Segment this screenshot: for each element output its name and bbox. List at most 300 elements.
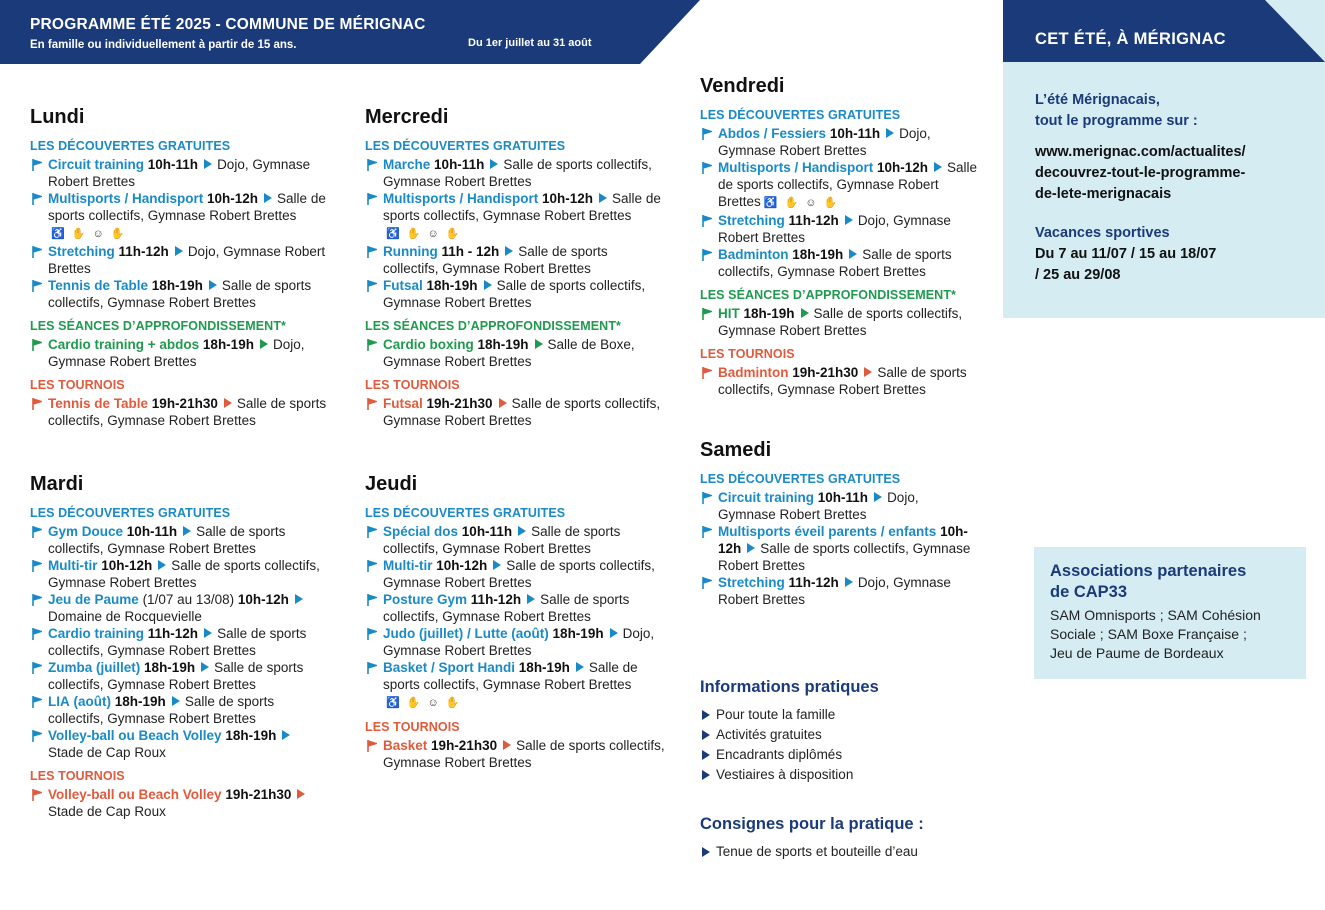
- arrow-icon: [576, 662, 584, 672]
- flag-icon: [32, 662, 42, 674]
- accessibility-icon: ♿ ✋ ☺ ✋: [386, 697, 462, 709]
- arrow-icon: [845, 215, 853, 225]
- activity-name: Badminton: [718, 247, 789, 262]
- activity-name: Cardio training + abdos: [48, 337, 200, 352]
- info-item-text: Vestiaires à disposition: [716, 767, 854, 782]
- activity-item: [30, 625, 330, 659]
- section-title-free: LES DÉCOUVERTES GRATUITES: [30, 139, 231, 153]
- associations-box: [1034, 547, 1306, 679]
- activity-place: Dojo, Gymnase Robert Brettes: [48, 244, 326, 276]
- activity-item: [700, 159, 980, 212]
- flag-icon: [367, 628, 377, 640]
- activity-time: 11h-12h: [147, 626, 199, 641]
- flag-icon: [32, 246, 42, 258]
- flag-icon: [702, 162, 712, 174]
- activity-item: [30, 336, 330, 370]
- activity-place: Salle de sports collectifs, Gymnase Robert Brettes: [718, 160, 978, 209]
- arrow-icon: [224, 398, 232, 408]
- right-panel-body: [1035, 90, 1295, 286]
- section-spacer: [700, 608, 980, 616]
- activity-time: 19h-21h30: [792, 365, 859, 380]
- info-item-text: Pour toute la famille: [716, 707, 836, 722]
- banner-dates: Du 1er juillet au 31 août: [468, 37, 592, 49]
- activity-time: 18h-19h: [144, 660, 196, 675]
- activity-place: Salle de sports collectifs, Gymnase Robert Brettes: [383, 660, 638, 692]
- activity-time: 10h-12h: [718, 524, 968, 556]
- activity-place: Salle de sports collectifs, Gymnase Robert Brettes: [383, 524, 621, 556]
- arrow-icon: [201, 662, 209, 672]
- activity-name: Badminton: [718, 365, 789, 380]
- arrow-icon: [490, 159, 498, 169]
- section-spacer: [365, 429, 665, 437]
- activity-item: [30, 591, 330, 625]
- activity-place: Salle de sports collectifs, Gymnase Robert Brettes: [48, 660, 304, 692]
- arrow-icon: [499, 398, 507, 408]
- day-title-vendredi: Vendredi: [700, 75, 785, 97]
- activity-time: 10h-11h: [147, 157, 199, 172]
- activity-time: 18h-19h: [202, 337, 254, 352]
- activity-month: (juillet): [96, 660, 141, 675]
- activity-name: Zumba: [48, 660, 93, 675]
- arrow-icon: [886, 128, 894, 138]
- section-spacer: [30, 820, 330, 828]
- activity-item: [365, 625, 665, 659]
- arrow-icon: [801, 308, 809, 318]
- arrow-icon: [493, 560, 501, 570]
- flag-icon: [32, 398, 42, 410]
- arrow-icon: [599, 193, 607, 203]
- activity-time: 18h-19h: [792, 247, 844, 262]
- activity-place: Dojo, Gymnase Robert Brettes: [383, 626, 655, 658]
- arrow-icon: [518, 526, 526, 536]
- flag-icon: [32, 193, 42, 205]
- arrow-icon: [264, 193, 272, 203]
- activity-place: Dojo, Gymnase Robert Brettes: [718, 126, 931, 158]
- section-spacer: [700, 398, 980, 406]
- activity-item: [700, 212, 980, 246]
- activity-time: 18h-19h: [552, 626, 604, 641]
- activity-name: Volley-ball ou Beach Volley: [48, 728, 222, 743]
- activity-item: [365, 523, 665, 557]
- activity-month: (août): [73, 694, 112, 709]
- flag-icon: [702, 367, 712, 379]
- section-title-tour: LES TOURNOIS: [30, 769, 125, 783]
- arrow-icon: [175, 246, 183, 256]
- info-block: [700, 678, 1000, 787]
- info-item: [700, 727, 1000, 742]
- activity-item: [365, 395, 665, 429]
- activity-time: 19h-21h30: [431, 738, 498, 753]
- activity-note: (1/07 au 13/08): [142, 592, 235, 607]
- activity-name-2: / Lutte: [463, 626, 508, 641]
- flag-icon: [702, 308, 712, 320]
- flag-icon: [32, 526, 42, 538]
- day-title-mercredi: Mercredi: [365, 106, 449, 128]
- activity-name: Multisports / Handisport: [48, 191, 204, 206]
- activity-place: Salle de sports collectifs, Gymnase Robert Brettes: [383, 592, 630, 624]
- flag-icon: [367, 339, 377, 351]
- associations-text: [1050, 606, 1290, 663]
- activity-place: Salle de sports collectifs, Gymnase Robert Brettes: [383, 244, 608, 276]
- activity-name: Circuit training: [718, 490, 815, 505]
- panel-url-line-2[interactable]: decouvrez-tout-le-programme-: [1035, 165, 1246, 181]
- activity-place: Salle de sports collectifs, Gymnase Robert Brettes: [718, 247, 952, 279]
- arrow-icon: [183, 526, 191, 536]
- section-spacer: [30, 429, 330, 437]
- activity-name: Futsal: [383, 278, 423, 293]
- day-column-jeudi: [365, 473, 665, 779]
- flag-icon: [32, 628, 42, 640]
- section-spacer: [30, 370, 330, 378]
- activity-name: Multisports / Handisport: [718, 160, 874, 175]
- activity-name: Running: [383, 244, 438, 259]
- activity-name: Basket: [383, 738, 428, 753]
- activity-item: [700, 246, 980, 280]
- info-title: Informations pratiques: [700, 678, 879, 696]
- arrow-icon: [204, 628, 212, 638]
- associations-text-2: Sociale ; SAM Boxe Française ;: [1050, 626, 1247, 642]
- activity-item: [365, 156, 665, 190]
- associations-title-2: de CAP33: [1050, 583, 1128, 601]
- arrow-icon: [297, 789, 305, 799]
- activity-place: Salle de sports collectifs, Gymnase Robert Brettes: [48, 558, 320, 590]
- flag-icon: [367, 560, 377, 572]
- activity-time: 11h-12h: [118, 244, 169, 259]
- activity-place: Salle de sports collectifs, Gymnase Robert Brettes: [48, 396, 327, 428]
- arrow-icon: [505, 246, 513, 256]
- activity-item: [700, 574, 980, 608]
- arrow-icon: [260, 339, 268, 349]
- flag-icon: [367, 280, 377, 292]
- activity-item: [30, 557, 330, 591]
- section-spacer: [30, 311, 330, 319]
- activity-place: Dojo, Gymnase Robert Brettes: [718, 213, 951, 245]
- flag-icon: [702, 577, 712, 589]
- activity-place: Stade de Cap Roux: [48, 745, 166, 760]
- day-title-mardi: Mardi: [30, 473, 84, 495]
- consignes-item-text: Tenue de sports et bouteille d’eau: [716, 844, 918, 859]
- activity-item: [30, 693, 330, 727]
- activity-item: [30, 277, 330, 311]
- activity-time: 10h-11h: [461, 524, 513, 539]
- section-title-tour: LES TOURNOIS: [700, 347, 795, 361]
- activity-time: 10h-12h: [207, 191, 259, 206]
- triangle-icon: [702, 710, 710, 720]
- activity-name: Marche: [383, 157, 431, 172]
- arrow-icon: [158, 560, 166, 570]
- triangle-icon: [702, 750, 710, 760]
- activity-item: [30, 786, 330, 820]
- arrow-icon: [527, 594, 535, 604]
- section-spacer: [30, 761, 330, 769]
- vacances-dates-2: / 25 au 29/08: [1035, 267, 1121, 283]
- consignes-title: Consignes pour la pratique :: [700, 815, 924, 833]
- activity-time: 10h-11h: [829, 126, 881, 141]
- activity-item: [365, 243, 665, 277]
- activity-month: (juillet): [419, 626, 464, 641]
- activity-name: Circuit training: [48, 157, 145, 172]
- flag-icon: [32, 594, 42, 606]
- associations-text-1: SAM Omnisports ; SAM Cohésion: [1050, 607, 1261, 623]
- flag-icon: [367, 740, 377, 752]
- info-item-text: Activités gratuites: [716, 727, 822, 742]
- header-banner: [0, 0, 700, 64]
- arrow-icon: [845, 577, 853, 587]
- accessibility-icon: ♿ ✋ ☺ ✋: [763, 197, 840, 209]
- flag-icon: [32, 339, 42, 351]
- activity-item: [365, 336, 665, 370]
- activity-item: [30, 727, 330, 761]
- arrow-icon: [934, 162, 942, 172]
- activity-place: Domaine de Rocquevielle: [48, 609, 202, 624]
- activity-item: [30, 156, 330, 190]
- activity-place: Salle de sports collectifs, Gymnase Robert Brettes: [383, 278, 646, 310]
- vacances-dates-1: Du 7 au 11/07 / 15 au 18/07: [1035, 246, 1217, 262]
- activity-time: 10h-12h: [877, 160, 929, 175]
- flag-icon: [702, 128, 712, 140]
- section-title-deep: LES SÉANCES D’APPROFONDISSEMENT*: [700, 288, 957, 302]
- activity-place: Salle de sports collectifs, Gymnase Robert Brettes: [718, 306, 963, 338]
- activity-item: [365, 737, 665, 771]
- activity-name: Tennis de Table: [48, 396, 149, 411]
- triangle-icon: [702, 770, 710, 780]
- activity-name: Cardio boxing: [383, 337, 474, 352]
- activity-name: Tennis de Table: [48, 278, 149, 293]
- section-title-free: LES DÉCOUVERTES GRATUITES: [365, 506, 566, 520]
- section-title-free: LES DÉCOUVERTES GRATUITES: [700, 108, 901, 122]
- arrow-icon: [295, 594, 303, 604]
- flag-icon: [367, 526, 377, 538]
- arrow-icon: [864, 367, 872, 377]
- activity-item: [30, 190, 330, 243]
- activity-name: Spécial dos: [383, 524, 459, 539]
- arrow-icon: [282, 730, 290, 740]
- section-spacer: [365, 311, 665, 319]
- flag-icon: [702, 526, 712, 538]
- activity-time: 10h-11h: [434, 157, 485, 172]
- activity-name: Stretching: [718, 213, 785, 228]
- banner-subtitle: En famille ou individuellement à partir de 15 ans.: [30, 39, 297, 51]
- activity-time: 10h-11h: [126, 524, 178, 539]
- section-spacer: [700, 339, 980, 347]
- activity-time: 10h-12h: [237, 592, 289, 607]
- activity-name: Futsal: [383, 396, 423, 411]
- activity-item: [700, 364, 980, 398]
- flag-icon: [32, 560, 42, 572]
- activity-place: Salle de sports collectifs, Gymnase Robert Brettes: [48, 191, 326, 223]
- section-spacer: [365, 712, 665, 720]
- activity-time: 11h-12h: [788, 575, 839, 590]
- activity-time: 18h-19h: [114, 694, 166, 709]
- activity-name: Multisports / Handisport: [383, 191, 539, 206]
- activity-place: Dojo, Gymnase Robert Brettes: [48, 157, 311, 189]
- activity-name: Abdos / Fessiers: [718, 126, 827, 141]
- activity-month-2: (août): [511, 626, 549, 641]
- activity-item: [365, 591, 665, 625]
- accessibility-icon: ♿ ✋ ☺ ✋: [386, 228, 462, 240]
- arrow-icon: [849, 249, 857, 259]
- flag-icon: [702, 249, 712, 261]
- triangle-icon: [702, 847, 710, 857]
- activity-time: 10h-12h: [542, 191, 594, 206]
- activity-time: 18h-19h: [743, 306, 795, 321]
- flag-icon: [367, 193, 377, 205]
- panel-url-line-1[interactable]: www.merignac.com/actualites/: [1035, 144, 1246, 160]
- activity-time: 11h-12h: [470, 592, 522, 607]
- panel-intro-2: tout le programme sur :: [1035, 113, 1198, 129]
- flag-icon: [367, 159, 377, 171]
- flag-icon: [32, 789, 42, 801]
- activity-place: Salle de sports collectifs, Gymnase Robert Brettes: [383, 738, 665, 770]
- associations-title-1: Associations partenaires: [1050, 562, 1247, 580]
- flag-icon: [702, 215, 712, 227]
- day-column-lundi: [30, 106, 330, 437]
- arrow-icon: [610, 628, 618, 638]
- info-item-text: Encadrants diplômés: [716, 747, 843, 762]
- section-title-deep: LES SÉANCES D’APPROFONDISSEMENT*: [30, 319, 287, 333]
- activity-place: Salle de sports collectifs, Gymnase Robert Brettes: [383, 558, 655, 590]
- info-item: [700, 767, 1000, 782]
- activity-item: [700, 125, 980, 159]
- activity-item: [30, 523, 330, 557]
- banner-title: PROGRAMME ÉTÉ 2025 - COMMUNE DE MÉRIGNAC: [30, 16, 426, 33]
- activity-item: [365, 190, 665, 243]
- flag-icon: [367, 662, 377, 674]
- flag-icon: [367, 398, 377, 410]
- activity-name: Multi-tir: [383, 558, 433, 573]
- day-title-lundi: Lundi: [30, 106, 85, 128]
- activity-name: Stretching: [48, 244, 115, 259]
- activity-place: Salle de Boxe, Gymnase Robert Brettes: [383, 337, 635, 369]
- activity-item: [30, 395, 330, 429]
- activity-place: Salle de sports collectifs, Gymnase Robert Brettes: [48, 694, 275, 726]
- arrow-icon: [503, 740, 511, 750]
- panel-url-line-3[interactable]: de-lete-merignacais: [1035, 186, 1172, 202]
- activity-time: 18h-19h: [151, 278, 203, 293]
- arrow-icon: [209, 280, 217, 290]
- arrow-icon: [484, 280, 492, 290]
- activity-time: 10h-12h: [101, 558, 153, 573]
- activity-place: Dojo, Gymnase Robert Brettes: [718, 490, 919, 522]
- activity-name: Gym Douce: [48, 524, 124, 539]
- activity-place: Salle de sports collectifs, Gymnase Robert Brettes: [48, 626, 307, 658]
- associations-text-3: Jeu de Paume de Bordeaux: [1050, 645, 1224, 661]
- flag-icon: [32, 280, 42, 292]
- activity-item: [365, 277, 665, 311]
- section-title-free: LES DÉCOUVERTES GRATUITES: [30, 506, 231, 520]
- arrow-icon: [747, 543, 755, 553]
- activity-item: [700, 523, 980, 574]
- activity-item: [700, 489, 980, 523]
- activity-place: Stade de Cap Roux: [48, 804, 166, 819]
- day-title-jeudi: Jeudi: [365, 473, 418, 495]
- activity-name: LIA: [48, 694, 70, 709]
- section-title-tour: LES TOURNOIS: [365, 720, 460, 734]
- section-spacer: [700, 280, 980, 288]
- activity-place: Dojo, Gymnase Robert Brettes: [48, 337, 305, 369]
- consignes-list: [700, 844, 1000, 859]
- activity-name: Cardio training: [48, 626, 145, 641]
- accessibility-icon: ♿ ✋ ☺ ✋: [51, 228, 127, 240]
- section-title-tour: LES TOURNOIS: [30, 378, 125, 392]
- section-spacer: [365, 370, 665, 378]
- info-item: [700, 747, 1000, 762]
- activity-name: Multisports éveil parents / enfants: [718, 524, 937, 539]
- panel-intro-1: L’été Mérignacais,: [1035, 92, 1160, 108]
- flag-icon: [367, 246, 377, 258]
- activity-place: Dojo, Gymnase Robert Brettes: [718, 575, 951, 607]
- activity-name: Stretching: [718, 575, 785, 590]
- section-title-deep: LES SÉANCES D’APPROFONDISSEMENT*: [365, 319, 622, 333]
- arrow-icon: [535, 339, 543, 349]
- activity-time: 11h-12h: [788, 213, 839, 228]
- activity-name: Multi-tir: [48, 558, 98, 573]
- flag-icon: [32, 730, 42, 742]
- arrow-icon: [172, 696, 180, 706]
- section-title-free: LES DÉCOUVERTES GRATUITES: [700, 472, 901, 486]
- arrow-icon: [874, 492, 882, 502]
- activity-place: Salle de sports collectifs, Gymnase Robert Brettes: [718, 365, 967, 397]
- activity-time: 19h-21h30: [426, 396, 493, 411]
- associations-title: [1050, 561, 1290, 603]
- flag-icon: [702, 492, 712, 504]
- activity-time: 18h-19h: [477, 337, 529, 352]
- activity-name: Posture Gym: [383, 592, 468, 607]
- day-title-samedi: Samedi: [700, 439, 772, 461]
- day-column-vendredi: [700, 75, 980, 406]
- consignes-block: [700, 815, 1000, 864]
- activity-place: Salle de sports collectifs, Gymnase Robert Brettes: [383, 396, 661, 428]
- activity-item: [700, 305, 980, 339]
- activity-time: 10h-11h: [817, 490, 869, 505]
- section-title-free: LES DÉCOUVERTES GRATUITES: [365, 139, 566, 153]
- section-title-tour: LES TOURNOIS: [365, 378, 460, 392]
- activity-time: 19h-21h30: [151, 396, 218, 411]
- activity-name: Judo: [383, 626, 416, 641]
- activity-place: Salle de sports collectifs, Gymnase Robert Brettes: [48, 524, 286, 556]
- activity-place: Salle de sports collectifs, Gymnase Robert Brettes: [383, 191, 661, 223]
- activity-item: [30, 659, 330, 693]
- panel-url[interactable]: [1035, 142, 1295, 205]
- arrow-icon: [204, 159, 212, 169]
- flag-icon: [32, 696, 42, 708]
- activity-time: 19h-21h30: [225, 787, 292, 802]
- vacances-title: Vacances sportives: [1035, 225, 1170, 241]
- triangle-icon: [702, 730, 710, 740]
- activity-item: [365, 659, 665, 712]
- flag-icon: [367, 594, 377, 606]
- activity-time: 10h-12h: [436, 558, 488, 573]
- activity-time: 18h-19h: [225, 728, 277, 743]
- info-list: [700, 707, 1000, 782]
- activity-time: 18h-19h: [518, 660, 570, 675]
- activity-place: Salle de sports collectifs, Gymnase Robert Brettes: [383, 157, 652, 189]
- activity-place: Salle de sports collectifs, Gymnase Robert Brettes: [48, 278, 312, 310]
- activity-name: Volley-ball ou Beach Volley: [48, 787, 222, 802]
- activity-name: HIT: [718, 306, 740, 321]
- consignes-item: [700, 844, 1000, 859]
- activity-name: Basket / Sport Handi: [383, 660, 516, 675]
- day-column-mardi: [30, 473, 330, 828]
- day-column-mercredi: [365, 106, 665, 437]
- activity-place: Salle de sports collectifs, Gymnase Robert Brettes: [718, 541, 971, 573]
- flag-icon: [32, 159, 42, 171]
- section-spacer: [365, 771, 665, 779]
- activity-name: Jeu de Paume: [48, 592, 139, 607]
- activity-item: [30, 243, 330, 277]
- day-column-samedi: [700, 439, 980, 616]
- activity-time: 11h - 12h: [441, 244, 500, 259]
